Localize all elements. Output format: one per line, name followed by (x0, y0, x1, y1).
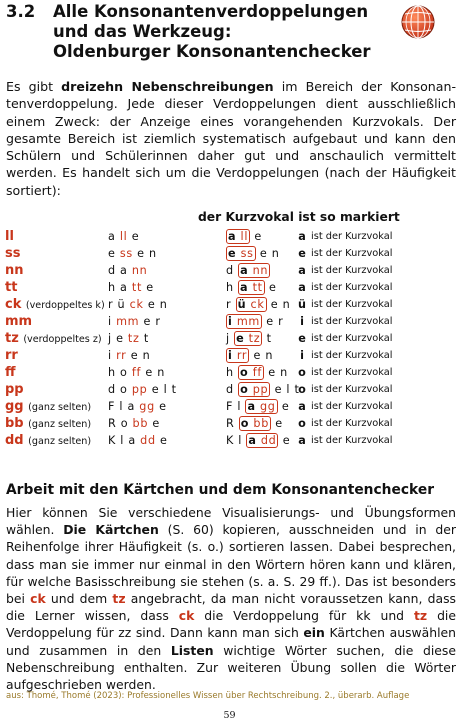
marked-word: a ll e (228, 230, 262, 243)
short-vowel: a (247, 400, 256, 413)
doubled-letters: gg (259, 400, 276, 413)
short-vowel-label: e (298, 247, 306, 260)
table-row (0, 247, 459, 264)
vowel-description: ist der Kurzvokal (311, 384, 393, 395)
short-vowel: o (240, 366, 249, 379)
vowel-description: ist der Kurzvokal (311, 367, 393, 378)
doubled-letters: ck (129, 298, 144, 311)
doubling-key: ck (verdoppeltes k) (5, 297, 105, 312)
doubling-key: mm (5, 314, 33, 329)
highlight-text: ck (178, 608, 195, 624)
table-row (0, 434, 459, 451)
bold-text: Listen (170, 642, 214, 658)
table-row (0, 230, 459, 247)
doubled-letters: nn (252, 264, 269, 277)
source-note: aus: Thomé, Thomé (2023): Professionelles Wissen über Rechtschreibung. 2., überarb. Auflage (6, 691, 410, 701)
doubled-letters: mm (116, 315, 140, 328)
doubled-letters: bb (253, 417, 269, 430)
short-vowel: o (240, 383, 249, 396)
short-vowel: i (228, 349, 233, 362)
doubled-letters: mm (236, 315, 261, 328)
globe-icon (400, 4, 436, 40)
doubled-letters: pp (252, 383, 269, 396)
doubling-key: nn (5, 263, 24, 278)
doubled-letters: bb (132, 417, 149, 430)
doubling-key: tz (verdoppeltes z) (5, 331, 102, 346)
short-vowel: a (240, 281, 249, 294)
short-vowel: ü (237, 298, 247, 311)
title-line-2: und das Werkzeug: (53, 22, 232, 41)
short-vowel-label: a (298, 400, 306, 413)
vowel-description: ist der Kurzvokal (311, 231, 393, 242)
short-vowel: e (236, 332, 245, 345)
vowel-box (226, 246, 256, 261)
example-word: d a nn (108, 264, 148, 277)
bold-text: ein (303, 625, 325, 641)
doubled-letters: ll (240, 230, 249, 243)
vowel-box (239, 416, 271, 431)
example-word: R o bb e (108, 417, 160, 430)
doubling-key: dd (ganz selten) (5, 433, 92, 448)
bold-text: Die Kärtchen (63, 522, 159, 538)
doubling-key: gg (ganz selten) (5, 399, 92, 414)
doubled-letters: tz (127, 332, 140, 345)
example-word: i rr e n (108, 349, 151, 362)
vowel-box (238, 263, 270, 278)
table-row (0, 383, 459, 400)
doubled-letters: ff (252, 366, 262, 379)
vowel-box (226, 314, 262, 329)
example-word: K l a dd e (108, 434, 168, 447)
marked-word: r ü ck e n (226, 298, 291, 311)
doubled-letters: tt (131, 281, 143, 294)
vowel-description: ist der Kurzvokal (311, 299, 393, 310)
short-vowel-label: e (298, 332, 306, 345)
marked-word: d o pp e l t (226, 383, 300, 396)
doubling-key: rr (5, 348, 18, 363)
marked-word: h a tt e (226, 281, 277, 294)
vowel-description: ist der Kurzvokal (311, 316, 393, 327)
marked-word: i rr e n (228, 349, 274, 362)
table-row (0, 349, 459, 366)
marked-word: d a nn (226, 264, 269, 277)
table-row (0, 417, 459, 434)
vowel-box (234, 331, 262, 346)
example-word: h o ff e n (108, 366, 166, 379)
example-word: a ll e (108, 230, 140, 243)
vowel-description: ist der Kurzvokal (311, 248, 393, 259)
doubled-letters: ll (119, 230, 128, 243)
short-vowel-label: i (300, 315, 304, 328)
doubled-letters: pp (131, 383, 148, 396)
title-line-3: Oldenburger Konsonantenchecker (53, 42, 371, 61)
doubled-letters: ss (119, 247, 133, 260)
vowel-description: ist der Kurzvokal (311, 282, 393, 293)
short-vowel-label: o (298, 366, 306, 379)
marked-word: e ss e n (228, 247, 280, 260)
vowel-description: ist der Kurzvokal (311, 401, 393, 412)
short-vowel: a (248, 434, 257, 447)
highlight-text: tz (413, 608, 428, 624)
doubled-letters: ff (131, 366, 142, 379)
doubling-key: ss (5, 246, 21, 261)
doubled-letters: ck (250, 298, 265, 311)
page-number: 59 (223, 710, 236, 721)
table-title: der Kurzvokal ist so markiert (198, 210, 400, 224)
short-vowel: o (240, 417, 250, 430)
short-vowel-label: a (298, 230, 306, 243)
doubling-key: ll (5, 229, 14, 244)
short-vowel-label: o (298, 417, 306, 430)
short-vowel: a (240, 264, 249, 277)
doubling-key: pp (5, 382, 24, 397)
table-row (0, 264, 459, 281)
table-row (0, 315, 459, 332)
vowel-box (226, 348, 249, 363)
example-word: e ss e n (108, 247, 157, 260)
doubled-letters: ss (240, 247, 254, 260)
doubling-key: tt (5, 280, 18, 295)
table-row (0, 400, 459, 417)
short-vowel-label: i (300, 349, 304, 362)
example-word: i mm e r (108, 315, 161, 328)
doubled-letters: dd (260, 434, 277, 447)
vowel-box (226, 229, 250, 244)
doubled-letters: dd (140, 434, 156, 447)
vowel-description: ist der Kurzvokal (311, 418, 393, 429)
vowel-box (238, 382, 270, 397)
section-body: Hier können Sie verschiedene Visualisierungs- und Übungsformen wählen. Die Kärtchen (S. 60) kopieren, ausschneiden und in der Reihenfolge ihrer Häufigkeit (s. o.) sortieren lassen. Dabei besprechen, dass man sie immer nur einmal in den Wörtern hören kann und klären, für welche Basisschreibung sie stehen (s. a. S. 29 ff.). Das ist besonders bei ck und dem tz angebracht, da man nicht voraussetzen kann, dass die Lerner wissen, dass ck die Verdoppelung für kk und tz die Verdoppelung für zz sind. Dann kann man sich ein Kärtchen auswählen und zusammen in den Listen wichtige Wörter suchen, die diese Nebenschreibung enthalten. Zur weiteren Übung sollen die Wörter aufgeschrieben werden. (6, 505, 457, 693)
example-word: d o pp e l t (108, 383, 177, 396)
marked-word: h o ff e n (226, 366, 288, 379)
doubled-letters: tz (248, 332, 261, 345)
short-vowel: e (228, 247, 237, 260)
intro-bold: dreizehn Nebenschreibungen (61, 79, 274, 94)
doubled-letters: gg (139, 400, 155, 413)
section-number: 3.2 (6, 2, 36, 21)
section-subtitle: Arbeit mit den Kärtchen und dem Konsonantenchecker (6, 482, 434, 498)
example-word: F l a gg e (108, 400, 167, 413)
marked-word: F l a gg e (226, 400, 290, 413)
table-row (0, 281, 459, 298)
doubling-key: bb (ganz selten) (5, 416, 92, 431)
highlight-text: tz (112, 591, 126, 607)
doubling-note: (ganz selten) (28, 402, 92, 413)
vowel-description: ist der Kurzvokal (311, 333, 393, 344)
intro-paragraph: Es gibt dreizehn Nebenschreibungen im Bereich der Konsonantenverdoppelung. Jede dieser Verdoppelungen dient ausschließlich einem Zweck: der Anzeige eines vorangehenden Kurzvokals. Der gesamte Bereich ist ziemlich systematisch aufgebaut und kann den Schülern und Schülerinnen daher gut und anschaulich vermittelt werden. Es handelt sich um die Verdoppelungen (nach der Häufigkeit sortiert): (6, 79, 457, 198)
short-vowel-label: a (298, 281, 306, 294)
marked-word: K l a dd e (226, 434, 291, 447)
title-line-1: Alle Konsonantenverdoppelungen (53, 2, 369, 21)
doubling-note: (verdoppeltes k) (25, 300, 105, 311)
table-row (0, 332, 459, 349)
vowel-box (236, 297, 267, 312)
vowel-description: ist der Kurzvokal (311, 435, 393, 446)
vowel-box (238, 365, 264, 380)
doubling-note: (ganz selten) (28, 419, 92, 430)
highlight-text: ck (30, 591, 46, 607)
doubling-note: (ganz selten) (28, 436, 92, 447)
short-vowel: i (228, 315, 233, 328)
doubled-letters: rr (116, 349, 127, 362)
vowel-box (238, 280, 265, 295)
doubled-letters: tt (252, 281, 263, 294)
vowel-description: ist der Kurzvokal (311, 265, 393, 276)
short-vowel-label: a (298, 264, 306, 277)
doubling-key: ff (5, 365, 16, 380)
marked-word: j e tz t (226, 332, 272, 345)
marked-word: R o bb e (226, 417, 283, 430)
vowel-description: ist der Kurzvokal (311, 350, 393, 361)
section-title (53, 2, 371, 62)
table-row (0, 298, 459, 315)
marked-word: i mm e r (228, 315, 284, 328)
doubling-note: (verdoppeltes z) (23, 334, 102, 345)
vowel-box (245, 399, 277, 414)
example-word: h a tt e (108, 281, 154, 294)
example-word: r ü ck e n (108, 298, 168, 311)
short-vowel-label: a (298, 434, 306, 447)
table-row (0, 366, 459, 383)
doubled-letters: rr (236, 349, 248, 362)
short-vowel: a (228, 230, 237, 243)
example-word: j e tz t (108, 332, 149, 345)
doubled-letters: nn (131, 264, 148, 277)
short-vowel-label: o (298, 383, 306, 396)
vowel-box (246, 433, 278, 448)
short-vowel-label: ü (298, 298, 306, 311)
